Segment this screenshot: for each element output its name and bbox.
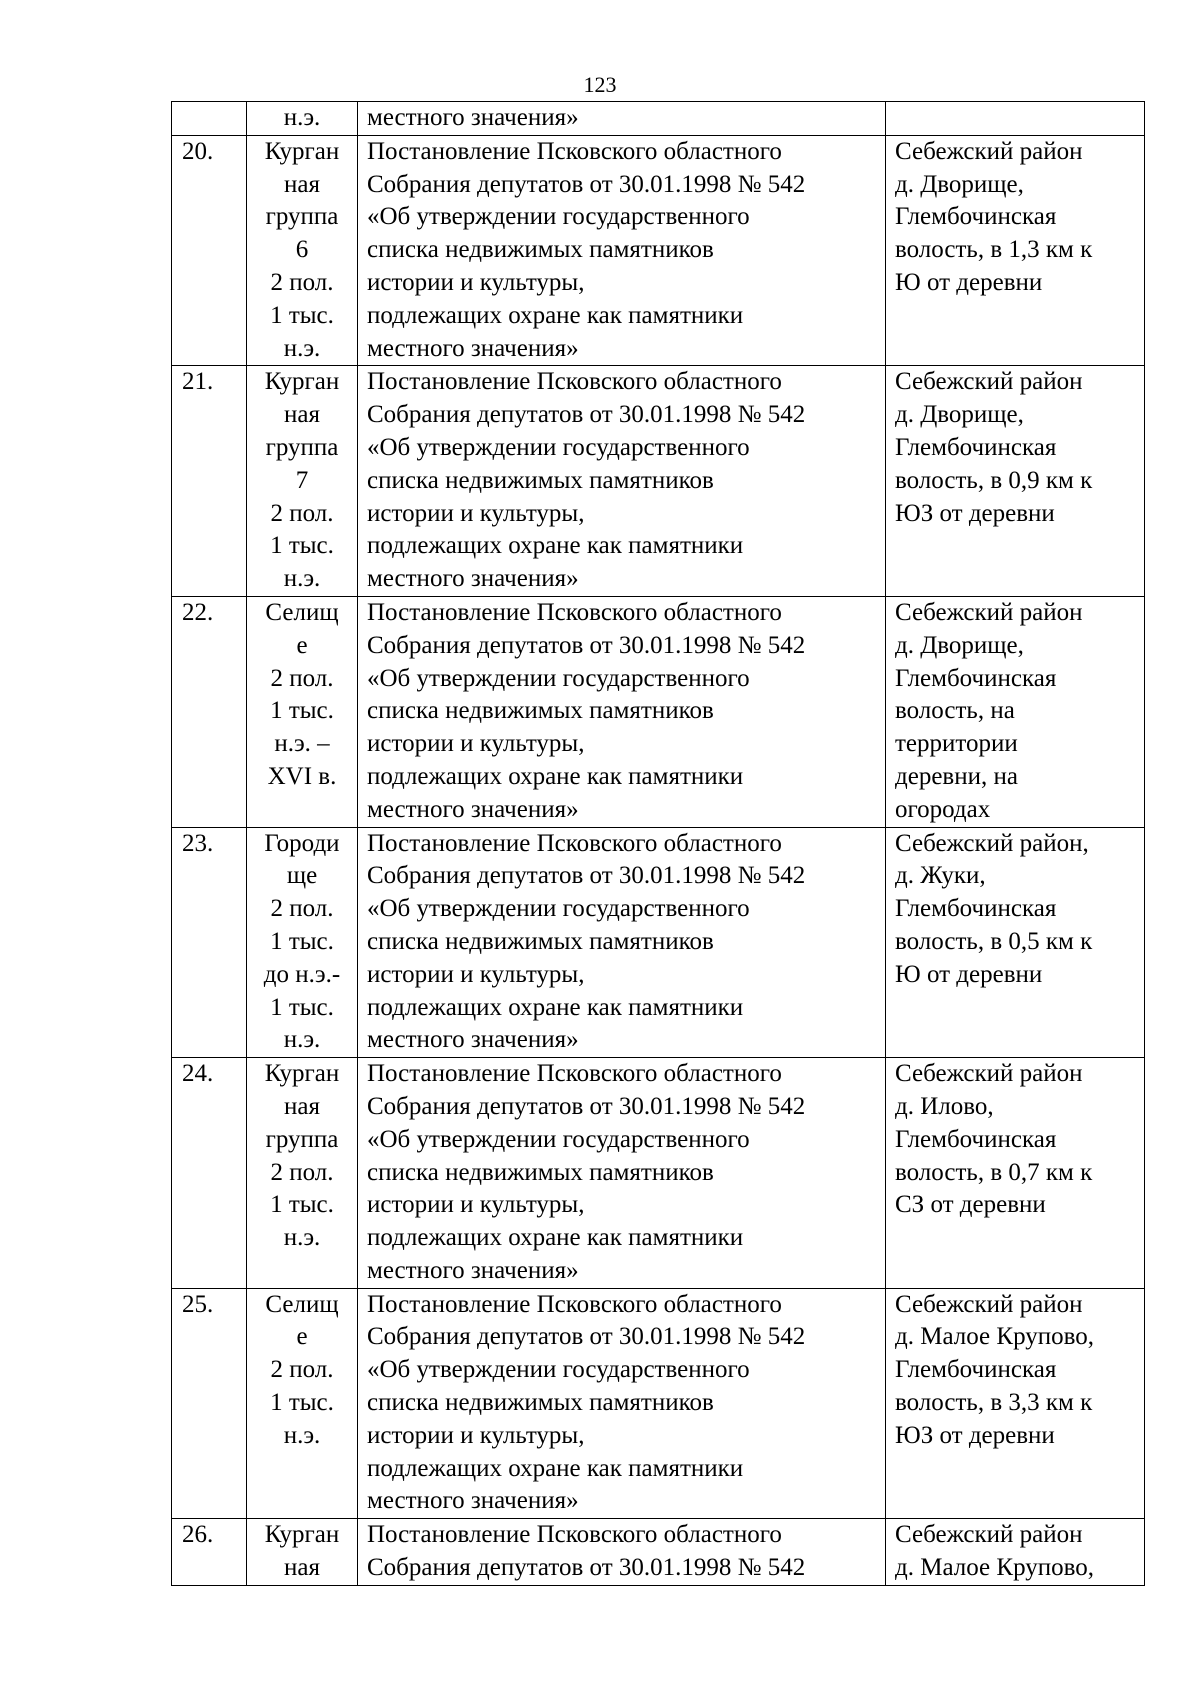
location-line: д. Жуки,: [895, 862, 986, 890]
location-line: огородах: [895, 795, 991, 823]
row-number-cell: [172, 366, 247, 597]
location-line: д. Дворище,: [895, 631, 1024, 659]
table-row: [172, 135, 1145, 366]
location-line: волость, на: [895, 697, 1015, 725]
location-line: волость, в 1,3 км к: [895, 236, 1093, 264]
location-cell: [886, 827, 1145, 1058]
row-number-cell: [172, 102, 247, 136]
page-number: 123: [583, 72, 617, 97]
object-name-line: Селищ: [265, 1290, 339, 1318]
table-row: [172, 596, 1145, 827]
row-number-cell: [172, 135, 247, 366]
location-line: волость, в 0,7 км к: [895, 1158, 1093, 1186]
table-row: [172, 366, 1145, 597]
row-number: 24.: [182, 1060, 214, 1088]
document-line: списка недвижимых памятников: [367, 236, 714, 264]
table-row: [172, 1519, 1145, 1586]
object-name-line: н.э.: [283, 1224, 321, 1252]
document-line: «Об утверждении государственного: [367, 1356, 750, 1384]
document-cell: [358, 596, 886, 827]
object-name-line: XVI в.: [267, 762, 337, 790]
document-line: Собрания депутатов от 30.01.1998 № 542: [367, 862, 806, 890]
object-name-line: группа: [265, 203, 339, 231]
object-name-line: до н.э.-: [263, 960, 341, 988]
document-line: местного значения»: [367, 104, 579, 131]
object-name-line: Городи: [264, 829, 340, 857]
document-line: подлежащих охране как памятники: [367, 762, 744, 790]
object-name-cell: [247, 827, 358, 1058]
document-line: истории и культуры,: [367, 960, 585, 988]
document-line: «Об утверждении государственного: [367, 203, 750, 231]
document-line: списка недвижимых памятников: [367, 466, 714, 494]
object-name-line: 1 тыс.: [270, 1191, 334, 1219]
object-name-cell: [247, 1288, 358, 1519]
row-number: 22.: [182, 598, 214, 626]
object-name-line: 1 тыс.: [270, 927, 334, 955]
object-name-line: 2 пол.: [270, 664, 334, 692]
document-line: списка недвижимых памятников: [367, 927, 714, 955]
location-cell: [886, 1519, 1145, 1586]
location-line: Себежский район: [895, 1290, 1083, 1318]
row-number: 23.: [182, 829, 214, 857]
location-cell: [886, 596, 1145, 827]
document-line: местного значения»: [367, 1256, 579, 1284]
row-number-cell: [172, 1288, 247, 1519]
location-line: д. Малое Крупово,: [895, 1554, 1094, 1582]
location-cell: [886, 1058, 1145, 1289]
document-line: Собрания депутатов от 30.01.1998 № 542: [367, 1092, 806, 1120]
location-cell: [886, 135, 1145, 366]
document-line: «Об утверждении государственного: [367, 1125, 750, 1153]
row-number-cell: [172, 1519, 247, 1586]
location-line: деревни, на: [895, 762, 1018, 790]
location-line: ЮЗ от деревни: [895, 499, 1055, 527]
document-line: истории и культуры,: [367, 1191, 585, 1219]
document-line: местного значения»: [367, 1026, 579, 1054]
document-line: местного значения»: [367, 795, 579, 823]
document-line: местного значения»: [367, 1487, 579, 1515]
object-name-cell: [247, 596, 358, 827]
document-line: «Об утверждении государственного: [367, 895, 750, 923]
object-name-cell: [247, 1058, 358, 1289]
document-line: Постановление Псковского областного: [367, 1290, 782, 1318]
document-line: истории и культуры,: [367, 730, 585, 758]
document-line: Постановление Псковского областного: [367, 1060, 782, 1088]
row-number: 26.: [182, 1521, 214, 1549]
document-line: подлежащих охране как памятники: [367, 301, 744, 329]
document-line: «Об утверждении государственного: [367, 664, 750, 692]
object-name-line: н.э.: [283, 565, 321, 593]
document-line: списка недвижимых памятников: [367, 1158, 714, 1186]
document-line: Постановление Псковского областного: [367, 137, 782, 165]
document-line: Собрания депутатов от 30.01.1998 № 542: [367, 170, 806, 198]
object-name-line: 2 пол.: [270, 1158, 334, 1186]
location-cell: [886, 1288, 1145, 1519]
object-name-line: Селищ: [265, 598, 339, 626]
object-name-line: Курган: [264, 1521, 340, 1549]
location-line: Глембочинская: [895, 433, 1057, 461]
object-name-line: ная: [284, 1554, 320, 1582]
object-name-line: 1 тыс.: [270, 697, 334, 725]
row-number: 21.: [182, 368, 214, 396]
document-cell: [358, 135, 886, 366]
object-name-line: Курган: [264, 137, 340, 165]
object-name-line: 1 тыс.: [270, 993, 334, 1021]
object-name-line: 2 пол.: [270, 499, 334, 527]
location-line: Ю от деревни: [895, 960, 1043, 988]
object-name-line: н.э.: [283, 1421, 321, 1449]
object-name-line: 1 тыс.: [270, 301, 334, 329]
document-cell: [358, 1058, 886, 1289]
document-line: Постановление Псковского областного: [367, 829, 782, 857]
object-name-line: 6: [295, 236, 309, 264]
location-line: Глембочинская: [895, 895, 1057, 923]
document-line: местного значения»: [367, 334, 579, 362]
location-line: д. Дворище,: [895, 170, 1024, 198]
object-name-line: е: [296, 1323, 308, 1351]
object-name-line: группа: [265, 1125, 339, 1153]
object-name-line: Курган: [264, 1060, 340, 1088]
location-line: Глембочинская: [895, 1125, 1057, 1153]
object-name-line: ная: [284, 401, 320, 429]
location-line: Ю от деревни: [895, 268, 1043, 296]
document-line: Собрания депутатов от 30.01.1998 № 542: [367, 631, 806, 659]
object-name-cell: [247, 102, 358, 136]
object-name-line: н.э.: [283, 104, 321, 131]
object-name-line: е: [296, 631, 308, 659]
location-line: Себежский район: [895, 368, 1083, 396]
document-line: списка недвижимых памятников: [367, 1389, 714, 1417]
document-line: Собрания депутатов от 30.01.1998 № 542: [367, 1554, 806, 1582]
document-line: подлежащих охране как памятники: [367, 993, 744, 1021]
document-line: Постановление Псковского областного: [367, 368, 782, 396]
object-name-cell: [247, 366, 358, 597]
location-line: Себежский район,: [895, 829, 1089, 857]
document-line: Постановление Псковского областного: [367, 1521, 782, 1549]
document-line: Собрания депутатов от 30.01.1998 № 542: [367, 401, 806, 429]
object-name-line: н.э.: [283, 334, 321, 362]
table-row: [172, 102, 1145, 136]
row-number: 20.: [182, 137, 214, 165]
document-line: «Об утверждении государственного: [367, 433, 750, 461]
location-line: Глембочинская: [895, 1356, 1057, 1384]
document-cell: [358, 366, 886, 597]
object-name-line: н.э.: [283, 1026, 321, 1054]
document-line: списка недвижимых памятников: [367, 697, 714, 725]
location-line: волость, в 0,9 км к: [895, 466, 1093, 494]
object-name-line: 2 пол.: [270, 1356, 334, 1384]
location-line: Себежский район: [895, 1521, 1083, 1549]
object-name-cell: [247, 135, 358, 366]
object-name-line: 2 пол.: [270, 268, 334, 296]
document-line: истории и культуры,: [367, 499, 585, 527]
heritage-objects-table: [171, 101, 1145, 1586]
location-line: д. Малое Крупово,: [895, 1323, 1094, 1351]
location-line: территории: [895, 730, 1018, 758]
location-line: д. Илово,: [895, 1092, 994, 1120]
table-row: [172, 1288, 1145, 1519]
document-line: Собрания депутатов от 30.01.1998 № 542: [367, 1323, 806, 1351]
table-row: [172, 827, 1145, 1058]
document-line: подлежащих охране как памятники: [367, 1454, 744, 1482]
object-name-line: н.э. –: [274, 730, 330, 758]
location-line: волость, в 0,5 км к: [895, 927, 1093, 955]
document-cell: [358, 1519, 886, 1586]
location-line: Глембочинская: [895, 203, 1057, 231]
location-cell: [886, 102, 1145, 136]
object-name-line: 7: [295, 466, 309, 494]
document-line: подлежащих охране как памятники: [367, 532, 744, 560]
location-line: ЮЗ от деревни: [895, 1421, 1055, 1449]
document-line: местного значения»: [367, 565, 579, 593]
document-line: истории и культуры,: [367, 268, 585, 296]
location-line: Глембочинская: [895, 664, 1057, 692]
document-line: подлежащих охране как памятники: [367, 1224, 744, 1252]
row-number: 25.: [182, 1290, 214, 1318]
object-name-cell: [247, 1519, 358, 1586]
object-name-line: 1 тыс.: [270, 1389, 334, 1417]
location-line: Себежский район: [895, 598, 1083, 626]
table-body: [172, 102, 1145, 1586]
row-number-cell: [172, 596, 247, 827]
row-number-cell: [172, 827, 247, 1058]
object-name-line: группа: [265, 433, 339, 461]
document-cell: [358, 827, 886, 1058]
object-name-line: ная: [284, 1092, 320, 1120]
document-line: истории и культуры,: [367, 1421, 585, 1449]
table-row: [172, 1058, 1145, 1289]
location-line: Себежский район: [895, 137, 1083, 165]
object-name-line: 1 тыс.: [270, 532, 334, 560]
location-cell: [886, 366, 1145, 597]
object-name-line: ная: [284, 170, 320, 198]
document-cell: [358, 1288, 886, 1519]
location-line: волость, в 3,3 км к: [895, 1389, 1093, 1417]
object-name-line: Курган: [264, 368, 340, 396]
document-cell: [358, 102, 886, 136]
location-line: СЗ от деревни: [895, 1191, 1046, 1219]
document-line: Постановление Псковского областного: [367, 598, 782, 626]
object-name-line: 2 пол.: [270, 895, 334, 923]
object-name-line: ще: [286, 862, 318, 890]
location-line: д. Дворище,: [895, 401, 1024, 429]
row-number-cell: [172, 1058, 247, 1289]
location-line: Себежский район: [895, 1060, 1083, 1088]
